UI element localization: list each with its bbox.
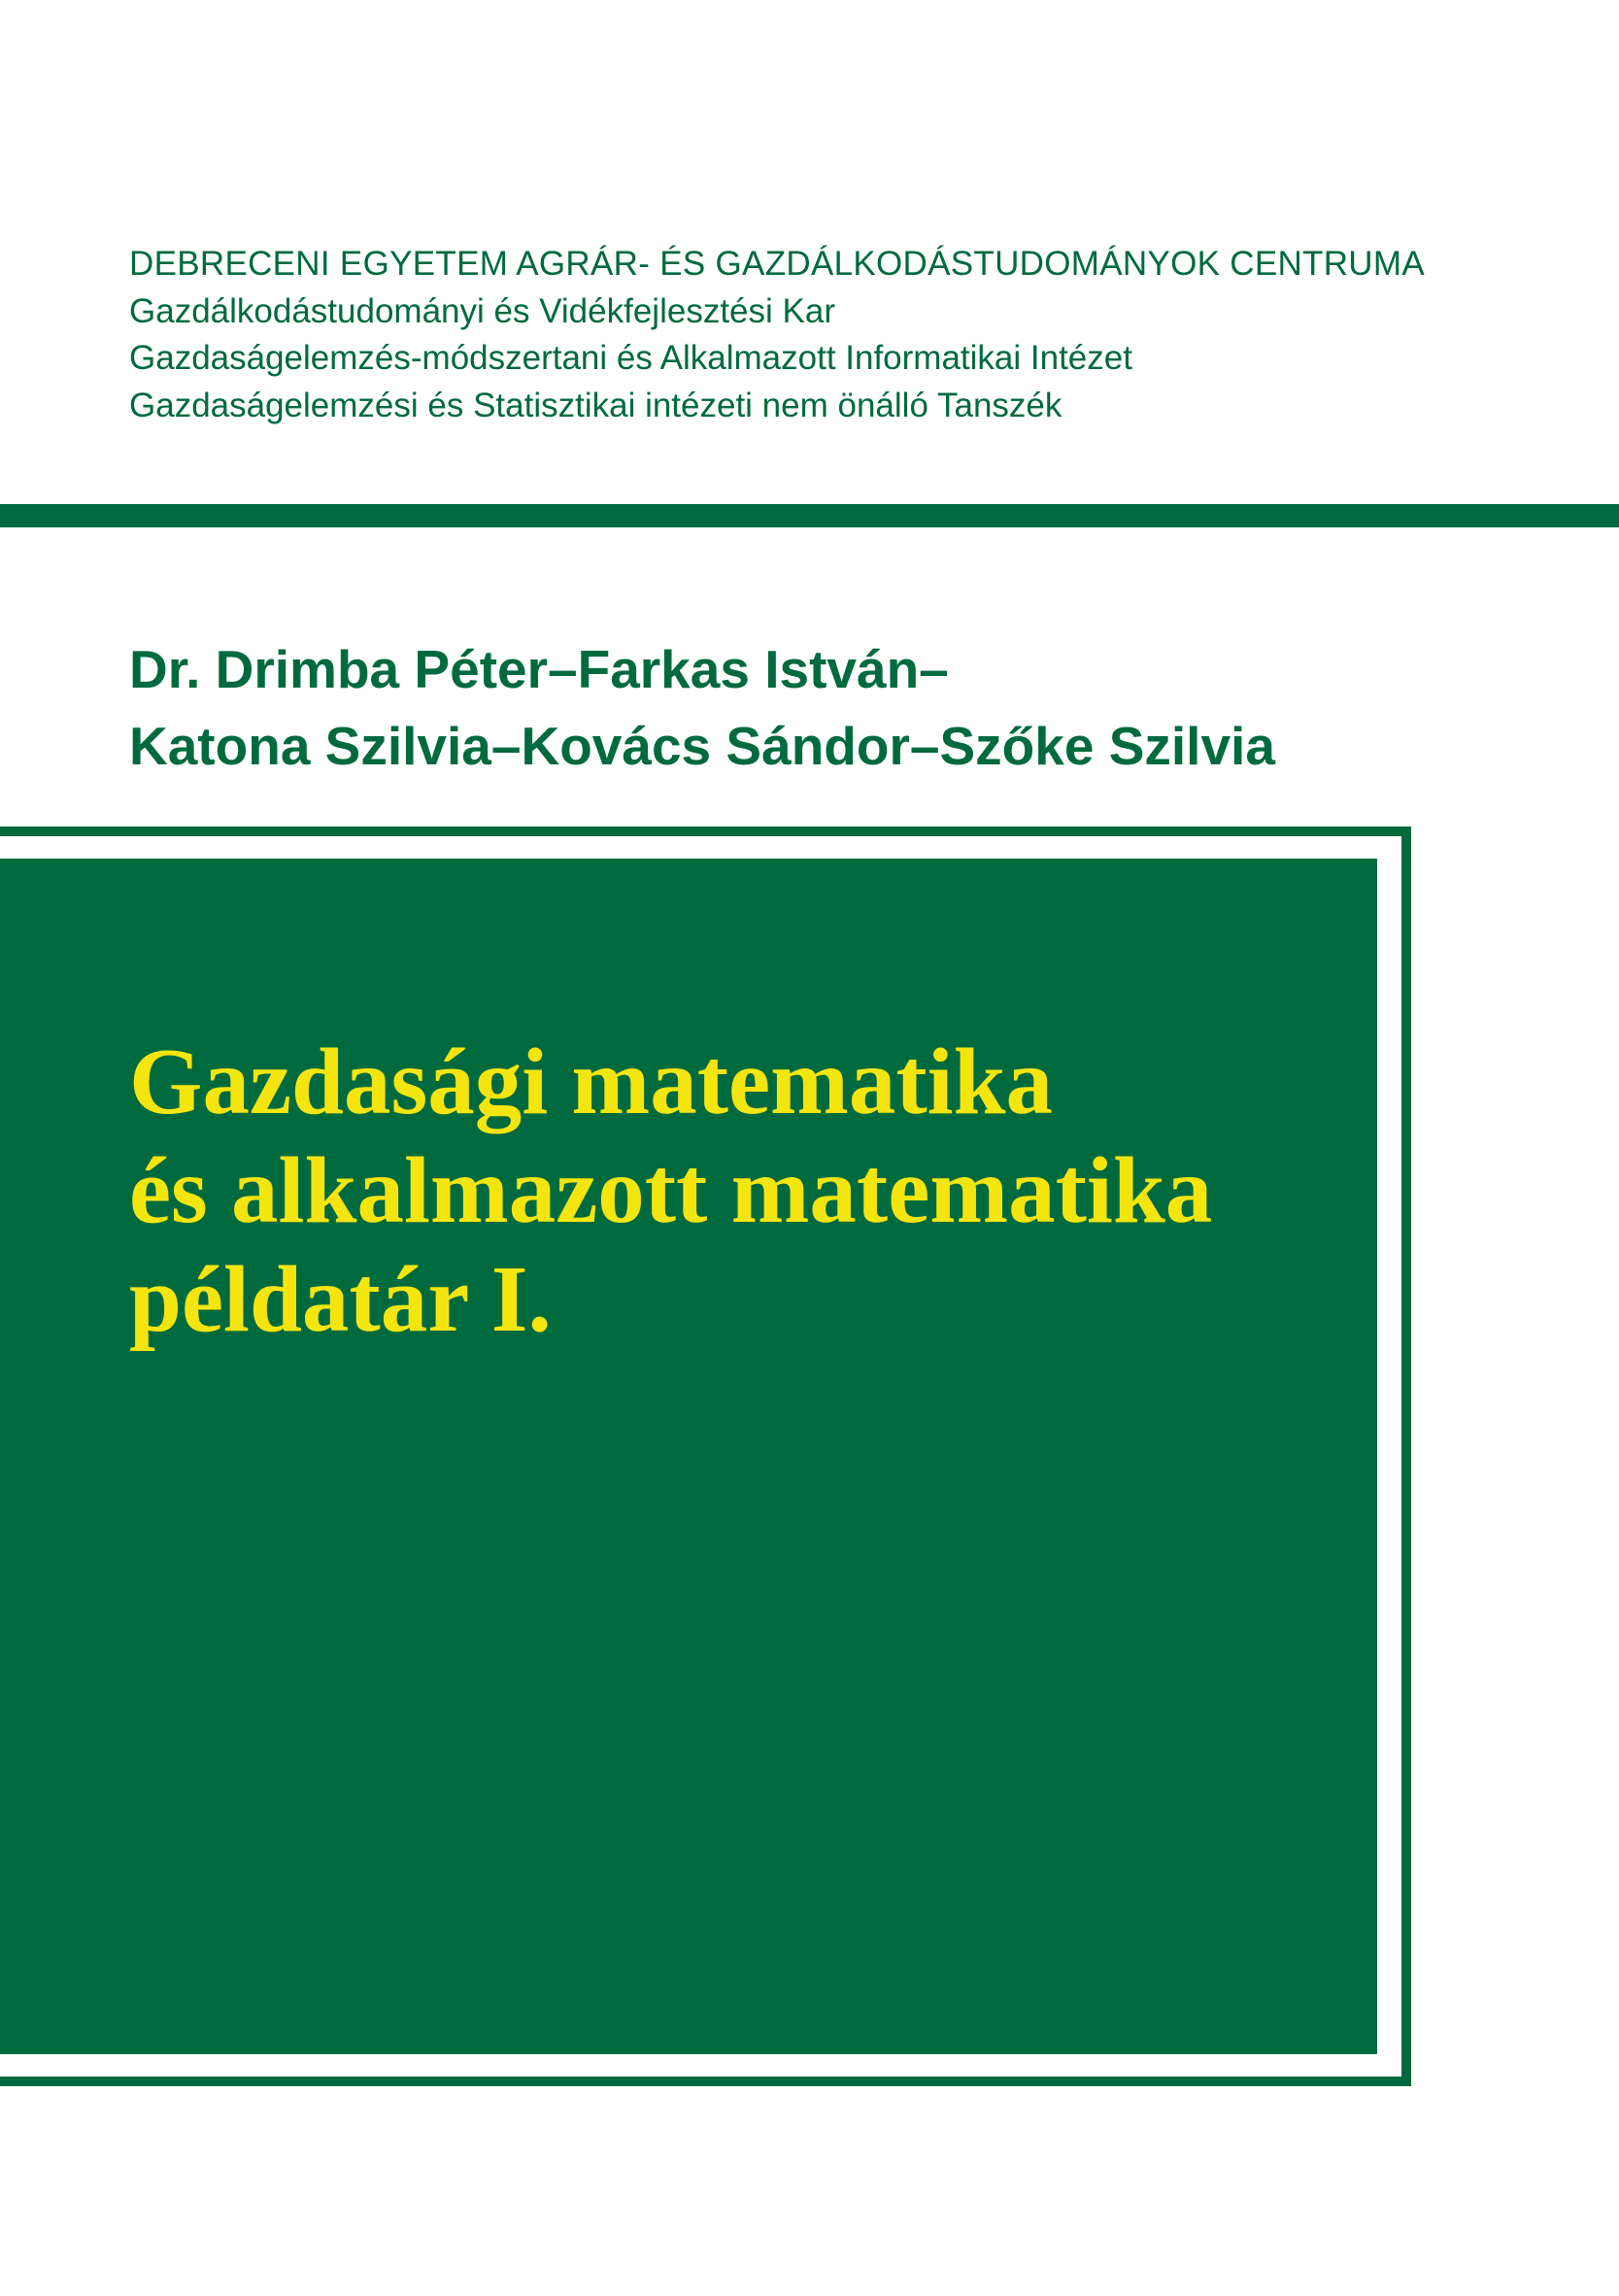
book-title — [129, 1028, 1353, 1354]
title-line-1: Gazdasági matematika — [129, 1030, 1054, 1133]
authors-block — [129, 631, 1586, 785]
title-line-2: és alkalmazott matematika — [129, 1138, 1213, 1242]
university-name: DEBRECENI EGYETEM AGRÁR- ÉS GAZDÁLKODÁSTUDOMÁNYOK CENTRUMA — [129, 245, 1425, 283]
header-divider — [0, 504, 1619, 527]
authors-line-1: Dr. Drimba Péter–Farkas István– — [129, 639, 949, 699]
institute-name: Gazdaságelemzés-módszertani és Alkalmazott Informatikai Intézet — [129, 339, 1132, 377]
institution-header — [129, 241, 1567, 429]
authors-line-2: Katona Szilvia–Kovács Sándor–Szőke Szilvia — [129, 716, 1275, 776]
department-name: Gazdaságelemzési és Statisztikai intézeti nem önálló Tanszék — [129, 386, 1062, 424]
faculty-name: Gazdálkodástudományi és Vidékfejlesztési Kar — [129, 291, 835, 330]
title-line-3: példatár I. — [129, 1247, 552, 1351]
